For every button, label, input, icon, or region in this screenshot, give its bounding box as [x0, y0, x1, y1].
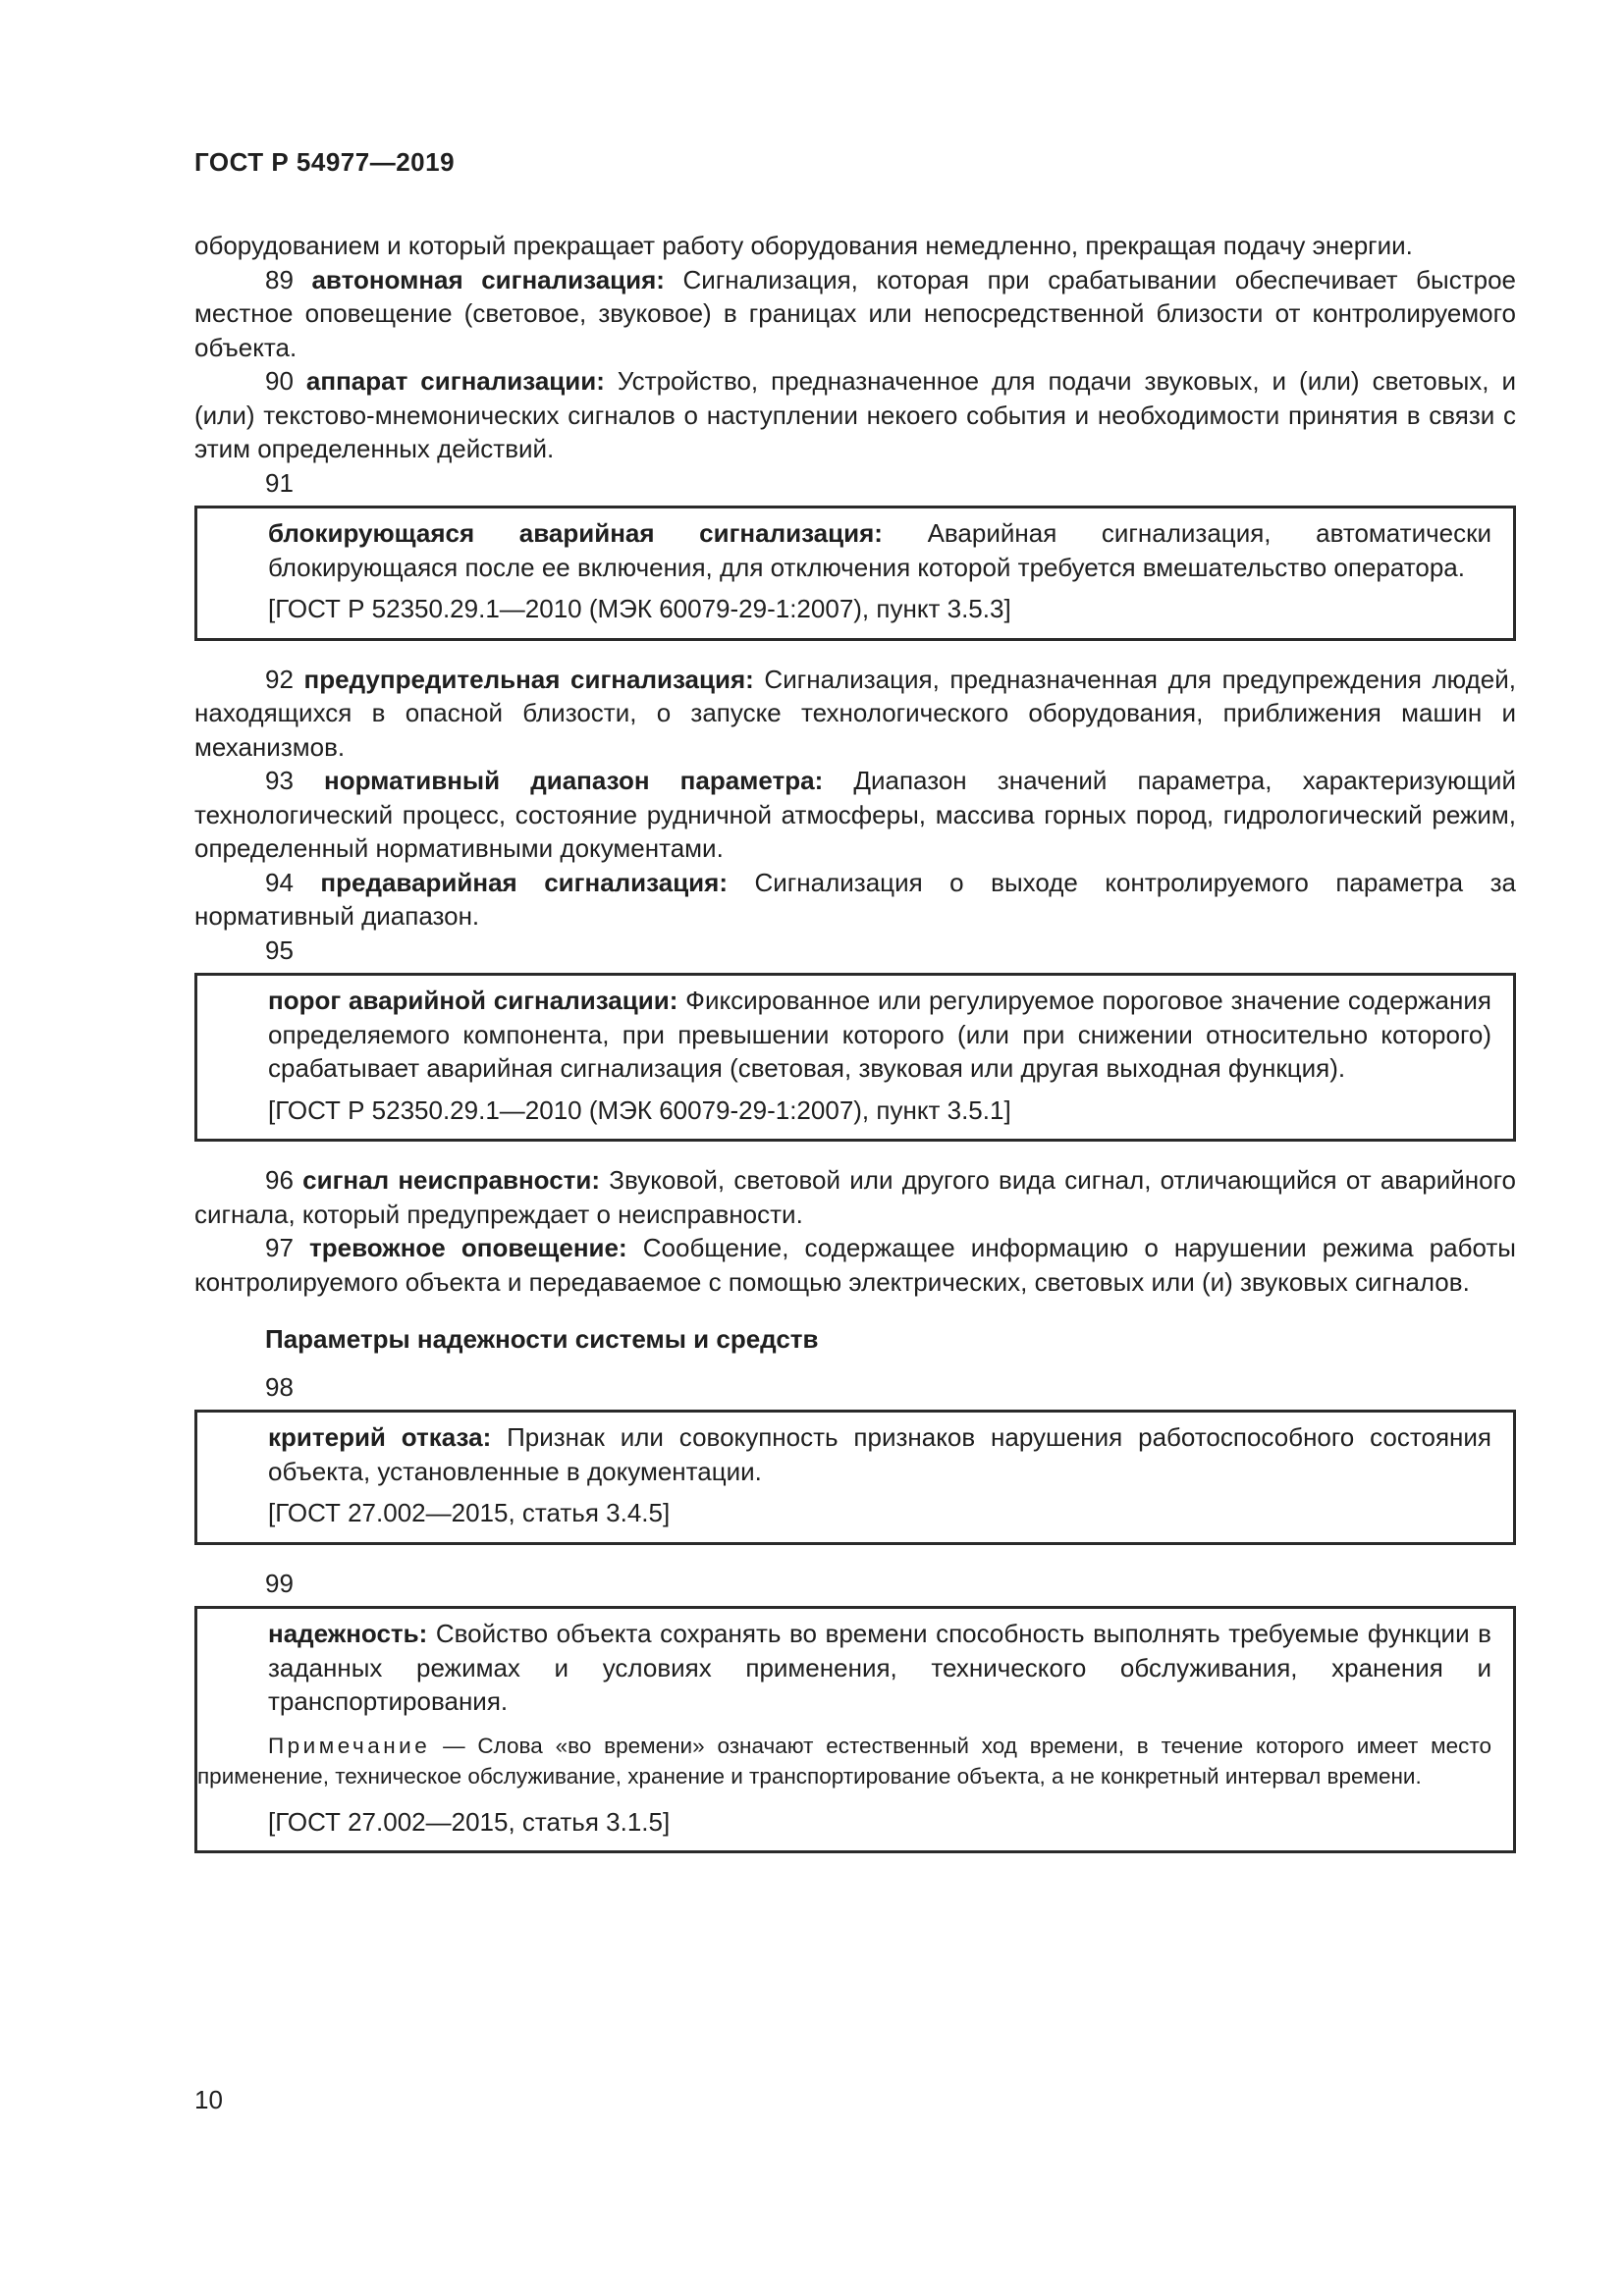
- term-89: [194, 263, 1516, 365]
- term-name: нормативный диапазон параметра:: [324, 766, 824, 795]
- term-number: 96: [265, 1165, 294, 1195]
- term-reference: [ГОСТ Р 52350.29.1—2010 (МЭК 60079-29-1:2007), пункт 3.5.3]: [268, 594, 1011, 623]
- intro-paragraph: оборудованием и который прекращает работу оборудования немедленно, прекращая подачу энергии.: [194, 231, 1413, 260]
- term-94: [194, 866, 1516, 934]
- term-definition: Аварийная сигнализация, автоматически блокирующаяся после ее включения, для отключения которой требуется вмешательство оператора.: [268, 518, 1492, 582]
- page-header-title: ГОСТ Р 54977—2019: [194, 147, 456, 177]
- term-91-box: [194, 506, 1516, 641]
- term-name: автономная сигнализация:: [311, 264, 665, 294]
- term-name: тревожное оповещение:: [309, 1233, 627, 1262]
- term-reference: [ГОСТ Р 52350.29.1—2010 (МЭК 60079-29-1:2007), пункт 3.5.1]: [268, 1095, 1011, 1125]
- term-92: [194, 663, 1516, 765]
- term-96: [194, 1163, 1516, 1231]
- term-99-box: [194, 1606, 1516, 1853]
- document-content: [194, 229, 1516, 1853]
- term-name: сигнал неисправности:: [302, 1165, 601, 1195]
- term-number: 94: [265, 867, 294, 897]
- term-number: 97: [265, 1233, 294, 1262]
- term-note: [197, 1731, 1491, 1791]
- term-definition: Устройство, предназначенное для подачи звуковых, и (или) световых, и (или) текстово-мнемонических сигналов о наступлении некоего события и необходимости принятия в связи с этим определенных действий.: [194, 366, 1517, 463]
- term-number-99: 99: [265, 1568, 294, 1598]
- term-name: предупредительная сигнализация:: [303, 664, 754, 694]
- term-name: критерий отказа:: [268, 1422, 492, 1452]
- term-93: [194, 764, 1516, 866]
- term-91: [268, 516, 1491, 584]
- term-99: [268, 1617, 1491, 1719]
- term-definition: Сигнализация о выходе контролируемого параметра за нормативный диапазон.: [194, 867, 1516, 931]
- term-95-box: [194, 973, 1516, 1142]
- term-definition: Фиксированное или регулируемое пороговое значение содержания определяемого компонента, при превышении которого (или при снижении относительно которого) срабатывает аварийная сигнализация (световая, звуковая или другая выходная функция).: [268, 986, 1491, 1083]
- term-definition: Свойство объекта сохранять во времени способность выполнять требуемые функции в заданных режимах и условиях применения, технического обслуживания, хранения и транспортирования.: [268, 1619, 1491, 1716]
- note-text: — Слова «во времени» означают естественный ход времени, в течение которого имеет место применение, техническое обслуживание, хранение и транспортирование объекта, а не конкретный интервал времени.: [197, 1733, 1491, 1789]
- term-number-95: 95: [265, 934, 294, 965]
- term-number-91: 91: [265, 467, 294, 498]
- term-98: [268, 1420, 1491, 1488]
- term-98-box: [194, 1410, 1516, 1545]
- term-95: [268, 984, 1491, 1086]
- term-name: надежность:: [268, 1619, 428, 1648]
- term-definition: Звуковой, световой или другого вида сигнал, отличающийся от аварийного сигнала, который предупреждает о неисправности.: [194, 1165, 1516, 1229]
- term-number-98: 98: [265, 1371, 294, 1402]
- term-number: 92: [265, 664, 294, 694]
- term-reference: [ГОСТ 27.002—2015, статья 3.4.5]: [268, 1498, 671, 1527]
- term-number: 89: [265, 264, 294, 294]
- note-label: Примечание: [268, 1733, 431, 1758]
- term-number: 90: [265, 366, 294, 396]
- term-name: блокирующаяся аварийная сигнализация:: [268, 518, 883, 548]
- term-definition: Сигнализация, предназначенная для предупреждения людей, находящихся в опасной близости, о запуске технологического оборудования, приближения машин и механизмов.: [194, 664, 1516, 762]
- term-90: [194, 364, 1516, 466]
- section-title: Параметры надежности системы и средств: [265, 1324, 819, 1354]
- term-name: аппарат сигнализации:: [305, 366, 605, 396]
- term-definition: Сообщение, содержащее информацию о нарушении режима работы контролируемого объекта и передаваемое с помощью электрических, световых или (и) звуковых сигналов.: [194, 1233, 1516, 1297]
- term-definition: Признак или совокупность признаков нарушения работоспособного состояния объекта, установленные в документации.: [268, 1422, 1491, 1486]
- term-definition: Диапазон значений параметра, характеризующий технологический процесс, состояние рудничной атмосферы, массива горных пород, гидрологический режим, определенный нормативными документами.: [194, 766, 1516, 863]
- term-reference: [ГОСТ 27.002—2015, статья 3.1.5]: [268, 1806, 671, 1837]
- term-97: [194, 1231, 1516, 1299]
- term-number: 93: [265, 766, 294, 795]
- term-name: порог аварийной сигнализации:: [268, 986, 678, 1015]
- term-definition: Сигнализация, которая при срабатывании обеспечивает быстрое местное оповещение (световое, звуковое) в границах или непосредственной близости от контролируемого объекта.: [194, 264, 1516, 362]
- page-number: 10: [194, 2085, 223, 2114]
- term-name: предаварийная сигнализация:: [320, 867, 728, 897]
